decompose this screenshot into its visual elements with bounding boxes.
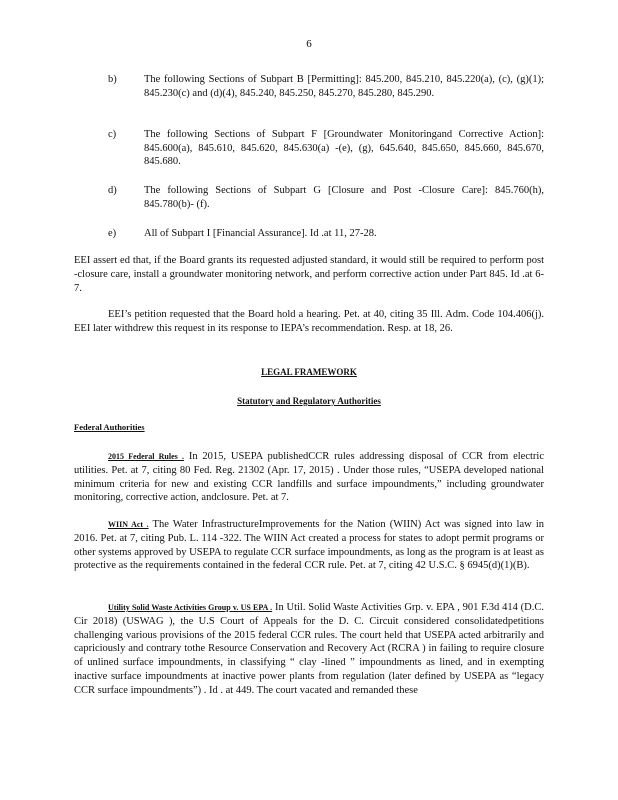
federal-rules-text: In 2015, USEPA publishedCCR rules addressing disposal of CCR from electric utilities. Pet. at 7, citing 80 Fed. Reg. 21302 (Apr. 17, 2015) . Under those rules, “USEPA developed national minimum criteria for new and existing CCR landfills and surface impoundments,” including groundwater monitoring, corrective action, andclosure. Pet. at 7. [74, 451, 544, 504]
list-marker: b) [108, 74, 117, 85]
wiin-act-lead: WIIN Act . [108, 520, 149, 529]
heading-statutory-regulatory: Statutory and Regulatory Authorities [237, 396, 381, 406]
page-number: 6 [306, 38, 312, 50]
list-text: The following Sections of Subpart B [Permitting]: 845.200, 845.210, 845.220(a), (c), (g)(1); 845.230(c) and (d)(4), 845.240, 845.250, 845.270, 845.280, 845.290. [144, 74, 544, 99]
list-text: The following Sections of Subpart G [Closure and Post -Closure Care]: 845.760(h), 845.780(b)- (f). [144, 185, 544, 210]
usepa-case-text: In Util. Solid Waste Activities Grp. v. EPA , 901 F.3d 414 (D.C. Cir 2018) (USWAG ), the U.S Court of Appeals for the D. C. Circuit considered consolidatedpetitions challenging various provisions of the 2015 federal CCR rules. The court held that USEPA acted arbitrarily and capriciously and contrary tothe Resource Conservation and Recovery Act (RCRA ) in failing to require closure of unlined surface impoundments, in classifying “ clay -lined ” impoundments as lined, and in exempting inactive surface impoundments at inactive power plants from regulation (later defined by USEPA as “legacy CCR surface impoundments”) . Id . at 449. The court vacated and remanded these [74, 602, 545, 696]
subheading-federal-authorities: Federal Authorities [74, 422, 145, 432]
paragraph-eei-assert: EEI assert ed that, if the Board grants its requested adjusted standard, it would still be required to perform post -closure care, install a groundwater monitoring network, and perform corrective action under Part 845. Id .at 6-7. [74, 255, 544, 294]
list-text: All of Subpart I [Financial Assurance]. Id .at 11, 27-28. [144, 228, 377, 239]
wiin-act-text: The Water InfrastructureImprovements for the Nation (WIIN) Act was signed into law in 2016. Pet. at 7, citing Pub. L. 114 -322. The WIIN Act created a process for states to adopt permit programs or other systems approved by USEPA to regulate CCR surface impoundments, as long as the program is at least as protective as the requirements contained in the federal CCR rule. Pet. at 7, citing 42 U.S.C. § 6945(d)(1)(B). [74, 519, 544, 572]
paragraph-wiin-act [74, 518, 544, 573]
list-marker: c) [108, 129, 117, 140]
paragraph-federal-rules [74, 450, 544, 505]
federal-rules-lead: 2015 Federal Rules . [108, 452, 184, 461]
list-text: The following Sections of Subpart F [Groundwater Monitoringand Corrective Action]: 845.600(a), 845.610, 845.620, 845.630(a) -(e), (g), 645.640, 845.650, 845.660, 845.670, 845.680. [144, 129, 544, 168]
list-marker: d) [108, 185, 117, 196]
heading-legal-framework: LEGAL FRAMEWORK [261, 367, 357, 377]
usepa-case-lead: Utility Solid Waste Activities Group v. US EPA . [108, 603, 273, 612]
paragraph-usepa-case [74, 601, 544, 698]
list-marker: e) [108, 228, 117, 239]
paragraph-eei-petition: EEI’s petition requested that the Board hold a hearing. Pet. at 40, citing 35 Ill. Adm. Code 104.406(j). EEI later withdrew this request in its response to IEPA’s recommendation. Resp. at 18, 26. [74, 309, 544, 334]
